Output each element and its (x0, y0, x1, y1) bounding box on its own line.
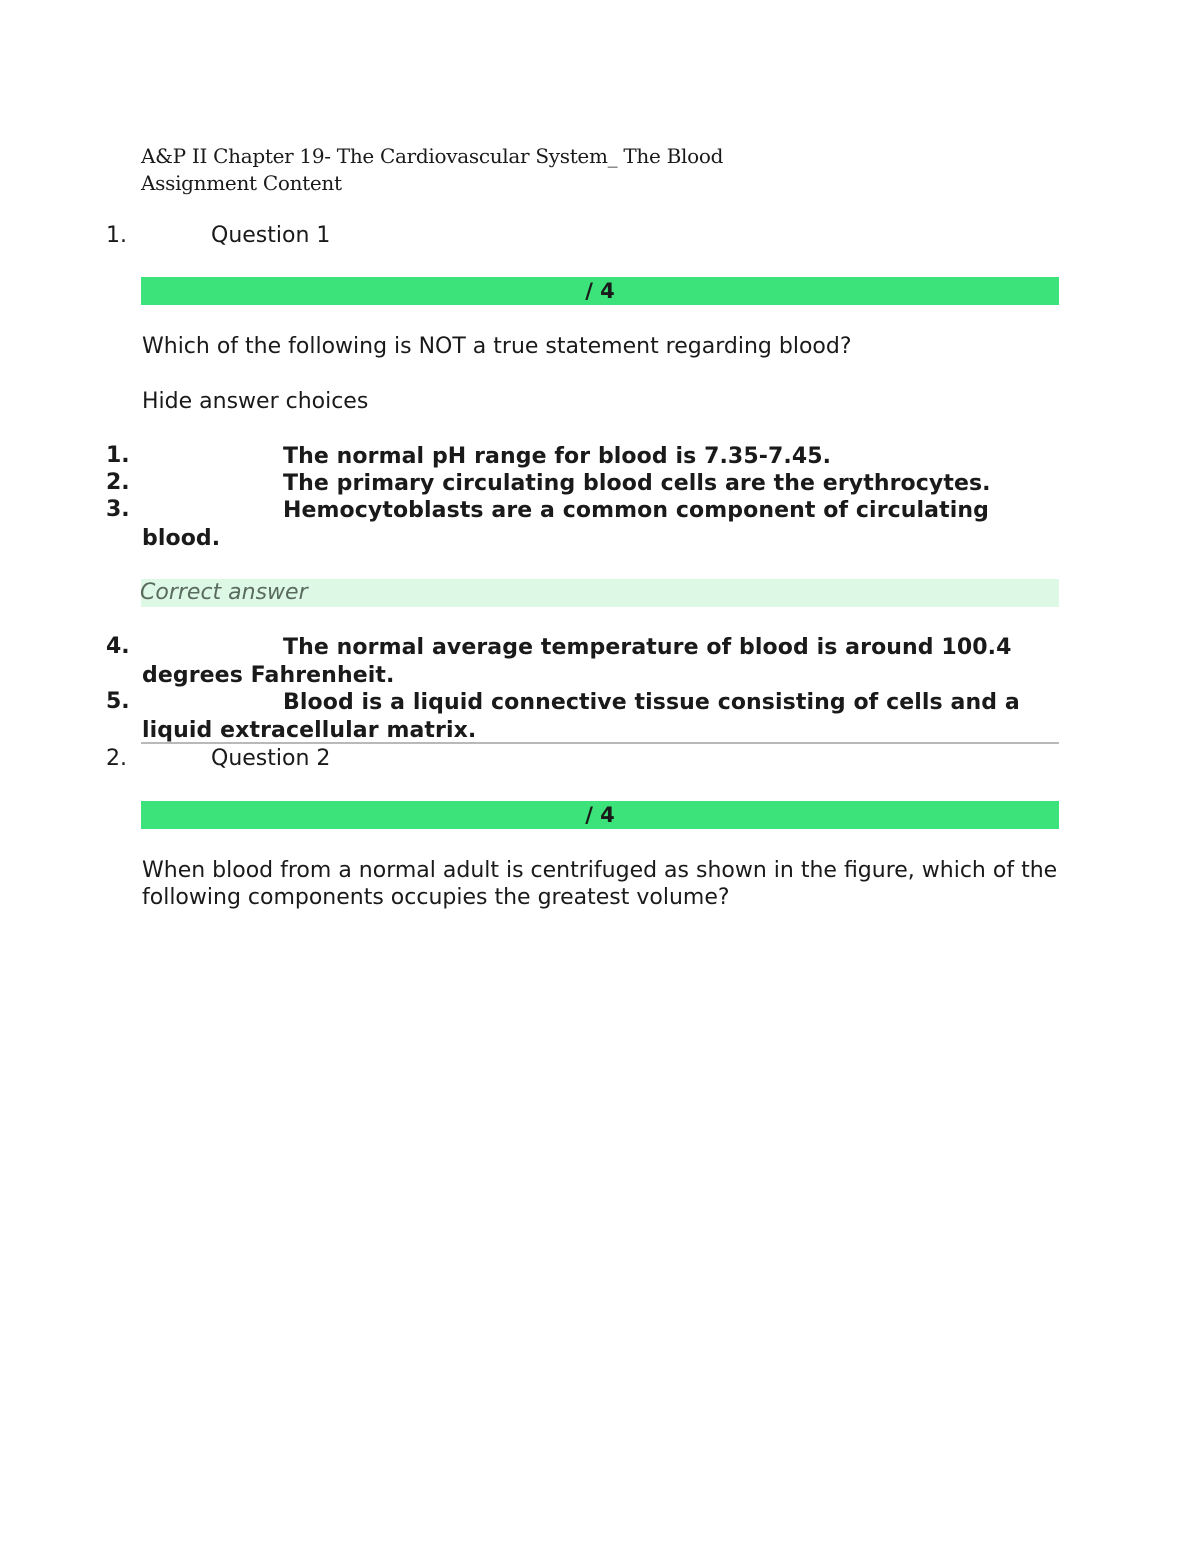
score-value: / 4 (585, 279, 615, 303)
answer-choice[interactable]: Blood is a liquid connective tissue consisting of cells and a liquid extracellular matrix. (142, 690, 1020, 743)
answer-choice[interactable]: The primary circulating blood cells are the erythrocytes. (283, 471, 991, 496)
score-value: / 4 (585, 803, 615, 827)
question-number: 1. (106, 223, 127, 248)
question-label: Question 1 (211, 223, 331, 248)
choice-number: 3. (106, 497, 130, 522)
hide-answer-choices-toggle[interactable]: Hide answer choices (142, 389, 369, 414)
correct-answer-label: Correct answer (140, 580, 308, 605)
document-subtitle: Assignment Content (141, 171, 342, 195)
answer-choice[interactable]: The normal average temperature of blood is around 100.4 degrees Fahrenheit. (142, 635, 1012, 688)
question-prompt: When blood from a normal adult is centrifuged as shown in the figure, which of the following components occupies the greatest volume? (142, 858, 1058, 910)
score-bar (141, 801, 1059, 829)
answer-choice[interactable]: The normal pH range for blood is 7.35-7.45. (283, 444, 832, 469)
choice-number: 1. (106, 443, 130, 468)
score-bar (141, 277, 1059, 305)
question-label: Question 2 (211, 746, 331, 771)
choice-number: 5. (106, 689, 130, 714)
question-divider (141, 742, 1059, 744)
choice-number: 4. (106, 634, 130, 659)
answer-choice-correct[interactable]: Hemocytoblasts are a common component of circulating blood. (142, 498, 989, 551)
choice-number: 2. (106, 470, 130, 495)
question-number: 2. (106, 746, 127, 771)
question-prompt: Which of the following is NOT a true statement regarding blood? (142, 334, 852, 359)
document-title: A&P II Chapter 19- The Cardiovascular System_ The Blood (141, 144, 724, 168)
